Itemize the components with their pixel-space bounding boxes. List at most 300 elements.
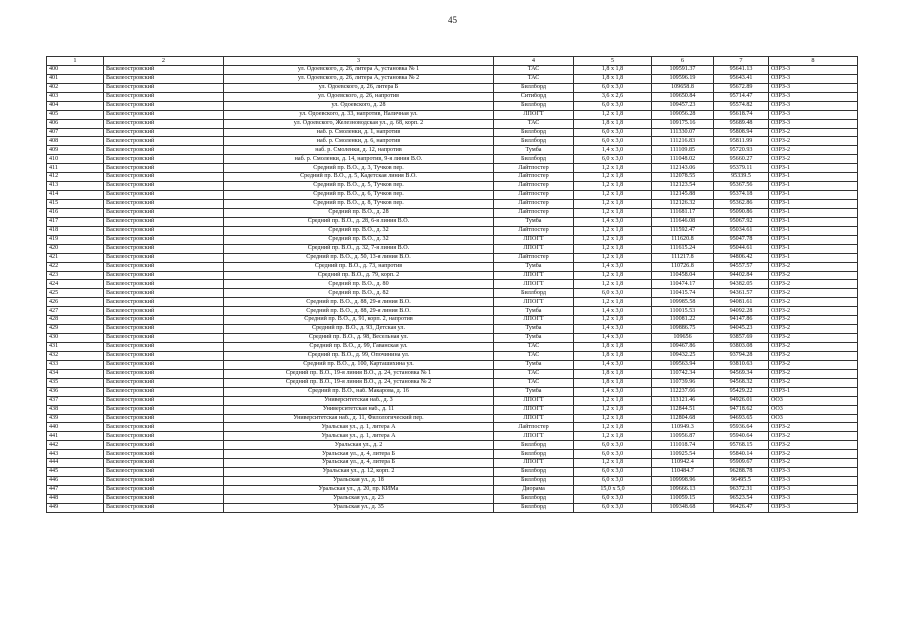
row-number-cell: 421 — [47, 253, 104, 262]
table-row — [47, 262, 858, 271]
zone-cell: ОЗРЗ-2 — [769, 128, 858, 137]
district-cell: Василеостровский — [104, 128, 224, 137]
zone-cell: ОЗРЗ-3 — [769, 119, 858, 128]
district-cell: Василеостровский — [104, 137, 224, 146]
table-row — [47, 155, 858, 164]
size-cell: 1,8 x 1,8 — [574, 74, 652, 83]
district-cell: Василеостровский — [104, 369, 224, 378]
table-row — [47, 459, 858, 468]
coord-x-cell: 109985.58 — [652, 298, 714, 307]
row-number-cell: 444 — [47, 459, 104, 468]
size-cell: 15,0 x 5,0 — [574, 486, 652, 495]
table-row — [47, 182, 858, 191]
district-cell: Василеостровский — [104, 343, 224, 352]
size-cell: 1,4 x 3,0 — [574, 262, 652, 271]
structure-type-cell: Лайтпостер — [494, 191, 574, 200]
size-cell: 1,2 x 1,8 — [574, 423, 652, 432]
structure-type-cell: ЛПОГТ — [494, 271, 574, 280]
size-cell: 1,2 x 1,8 — [574, 405, 652, 414]
address-cell: наб. р. Смоленки, д. 12, напротив — [224, 146, 494, 155]
row-number-cell: 443 — [47, 450, 104, 459]
zone-cell: ОЗРЗ-2 — [769, 298, 858, 307]
zone-cell: ОЗРЗ-2 — [769, 307, 858, 316]
size-cell: 1,8 x 1,8 — [574, 343, 652, 352]
table-row — [47, 396, 858, 405]
table-row — [47, 289, 858, 298]
structure-type-cell: ЛПОГТ — [494, 110, 574, 119]
row-number-cell: 422 — [47, 262, 104, 271]
size-cell: 1,4 x 3,0 — [574, 217, 652, 226]
structure-type-cell: Биллборд — [494, 441, 574, 450]
size-cell: 6,0 x 3,0 — [574, 450, 652, 459]
district-cell: Василеостровский — [104, 289, 224, 298]
size-cell: 6,0 x 3,0 — [574, 503, 652, 512]
coord-x-cell: 110415.74 — [652, 289, 714, 298]
size-cell: 6,0 x 3,0 — [574, 128, 652, 137]
structure-type-cell: Биллборд — [494, 494, 574, 503]
coord-y-cell: 95367.56 — [714, 182, 769, 191]
zone-cell: ОЗРЗ-2 — [769, 271, 858, 280]
district-cell: Василеостровский — [104, 423, 224, 432]
size-cell: 6,0 x 3,0 — [574, 289, 652, 298]
size-cell: 1,2 x 1,8 — [574, 271, 652, 280]
zone-cell: ОЗРЗ-1 — [769, 244, 858, 253]
address-cell: Средний пр. В.О., д. 50, 13-я линия В.О. — [224, 253, 494, 262]
zone-cell: ОЗРЗ-1 — [769, 208, 858, 217]
structure-type-cell: Биллборд — [494, 155, 574, 164]
zone-cell: ОЗРЗ-3 — [769, 503, 858, 512]
address-cell: Средний пр. В.О., д. 6, Тучков пер. — [224, 191, 494, 200]
row-number-cell: 433 — [47, 360, 104, 369]
structure-type-cell: ЛПОГТ — [494, 414, 574, 423]
district-cell: Василеостровский — [104, 459, 224, 468]
structure-type-cell: ЛПОГТ — [494, 244, 574, 253]
coord-x-cell: 110949.3 — [652, 423, 714, 432]
table-row — [47, 307, 858, 316]
coord-y-cell: 94092.28 — [714, 307, 769, 316]
coord-x-cell: 109457.23 — [652, 101, 714, 110]
coord-x-cell: 109348.68 — [652, 503, 714, 512]
address-cell: наб. р. Смоленки, д. 14, напротив, 9-я линия В.О. — [224, 155, 494, 164]
zone-cell: ОЗРЗ-2 — [769, 280, 858, 289]
size-cell: 6,0 x 3,0 — [574, 137, 652, 146]
district-cell: Василеостровский — [104, 486, 224, 495]
address-cell: Уральская ул., д. 4, литера Б — [224, 459, 494, 468]
district-cell: Василеостровский — [104, 450, 224, 459]
row-number-cell: 425 — [47, 289, 104, 298]
coord-x-cell: 112078.55 — [652, 173, 714, 182]
table-row — [47, 253, 858, 262]
coord-y-cell: 93803.08 — [714, 343, 769, 352]
advertising-structures-table — [46, 56, 858, 513]
row-number-cell: 435 — [47, 378, 104, 387]
size-cell: 1,4 x 3,0 — [574, 387, 652, 396]
table-row — [47, 334, 858, 343]
address-cell: Уральская ул., д. 1, литера А — [224, 423, 494, 432]
coord-x-cell: 109056.28 — [652, 110, 714, 119]
address-cell: Средний пр. В.О., д. 3, Тучков пер. — [224, 164, 494, 173]
size-cell: 1,8 x 1,8 — [574, 369, 652, 378]
coord-y-cell: 94382.05 — [714, 280, 769, 289]
coord-x-cell: 111109.85 — [652, 146, 714, 155]
row-number-cell: 417 — [47, 217, 104, 226]
row-number-cell: 406 — [47, 119, 104, 128]
table-header-row — [47, 57, 858, 66]
address-cell: Средний пр. В.О., д. 5, Тучков пер. — [224, 182, 494, 191]
coord-x-cell: 109666.13 — [652, 486, 714, 495]
table-row — [47, 414, 858, 423]
structure-type-cell: Тумба — [494, 387, 574, 396]
size-cell: 1,2 x 1,8 — [574, 253, 652, 262]
structure-type-cell: ЛПОГТ — [494, 298, 574, 307]
structure-type-cell: ЛПОГТ — [494, 235, 574, 244]
row-number-cell: 426 — [47, 298, 104, 307]
coord-x-cell: 110015.53 — [652, 307, 714, 316]
coord-x-cell: 110956.87 — [652, 432, 714, 441]
size-cell: 3,6 x 2,6 — [574, 92, 652, 101]
row-number-cell: 430 — [47, 334, 104, 343]
size-cell: 1,2 x 1,8 — [574, 208, 652, 217]
row-number-cell: 416 — [47, 208, 104, 217]
coord-y-cell: 95044.61 — [714, 244, 769, 253]
coord-y-cell: 95840.14 — [714, 450, 769, 459]
table-row — [47, 423, 858, 432]
address-cell: Средний пр. В.О., д. 32, 7-я линия В.О. — [224, 244, 494, 253]
size-cell: 1,8 x 1,8 — [574, 65, 652, 74]
structure-type-cell: ТАС — [494, 74, 574, 83]
row-number-cell: 402 — [47, 83, 104, 92]
address-cell: Уральская ул., д. 35 — [224, 503, 494, 512]
address-cell: наб. р. Смоленки, д. 6, напротив — [224, 137, 494, 146]
structure-type-cell: ЛПОГТ — [494, 396, 574, 405]
row-number-cell: 410 — [47, 155, 104, 164]
district-cell: Василеостровский — [104, 226, 224, 235]
structure-type-cell: Тумба — [494, 325, 574, 334]
zone-cell: ОЗРЗ-1 — [769, 387, 858, 396]
zone-cell: ОЗРЗ-2 — [769, 432, 858, 441]
row-number-cell: 439 — [47, 414, 104, 423]
coord-y-cell: 95714.47 — [714, 92, 769, 101]
row-number-cell: 408 — [47, 137, 104, 146]
row-number-cell: 420 — [47, 244, 104, 253]
row-number-cell: 407 — [47, 128, 104, 137]
coord-x-cell: 109658.8 — [652, 83, 714, 92]
coord-x-cell: 110742.34 — [652, 369, 714, 378]
coord-y-cell: 94147.86 — [714, 316, 769, 325]
table-row — [47, 208, 858, 217]
row-number-cell: 445 — [47, 468, 104, 477]
header-cell: 2 — [104, 57, 224, 66]
zone-cell: ОЗРЗ-1 — [769, 164, 858, 173]
coord-y-cell: 95339.5 — [714, 173, 769, 182]
zone-cell: ОО3 — [769, 396, 858, 405]
structure-type-cell: ЛПОГТ — [494, 280, 574, 289]
table-row — [47, 378, 858, 387]
coord-x-cell: 111592.47 — [652, 226, 714, 235]
coord-x-cell: 112844.51 — [652, 405, 714, 414]
size-cell: 1,2 x 1,8 — [574, 173, 652, 182]
address-cell: Средний пр. В.О., д. 88, 29-я линия В.О. — [224, 298, 494, 307]
coord-y-cell: 95940.64 — [714, 432, 769, 441]
row-number-cell: 411 — [47, 164, 104, 173]
zone-cell: ОЗРЗ-2 — [769, 378, 858, 387]
size-cell: 1,2 x 1,8 — [574, 316, 652, 325]
zone-cell: ОЗРЗ-3 — [769, 468, 858, 477]
row-number-cell: 438 — [47, 405, 104, 414]
zone-cell: ОЗРЗ-3 — [769, 65, 858, 74]
structure-type-cell: Диорама — [494, 486, 574, 495]
row-number-cell: 436 — [47, 387, 104, 396]
district-cell: Василеостровский — [104, 65, 224, 74]
coord-y-cell: 95720.93 — [714, 146, 769, 155]
zone-cell: ОЗРЗ-1 — [769, 200, 858, 209]
coord-y-cell: 95909.67 — [714, 459, 769, 468]
table-row — [47, 244, 858, 253]
district-cell: Василеостровский — [104, 110, 224, 119]
district-cell: Василеостровский — [104, 316, 224, 325]
district-cell: Василеостровский — [104, 477, 224, 486]
zone-cell: ОЗРЗ-2 — [769, 441, 858, 450]
structure-type-cell: Тумба — [494, 360, 574, 369]
coord-y-cell: 95047.78 — [714, 235, 769, 244]
header-cell: 4 — [494, 57, 574, 66]
table-row — [47, 119, 858, 128]
district-cell: Василеостровский — [104, 468, 224, 477]
structure-type-cell: ТАС — [494, 351, 574, 360]
structure-type-cell: Лайтпостер — [494, 253, 574, 262]
size-cell: 6,0 x 3,0 — [574, 83, 652, 92]
address-cell: Средний пр. В.О., д. 73, напротив — [224, 262, 494, 271]
coord-y-cell: 95374.18 — [714, 191, 769, 200]
coord-y-cell: 94402.84 — [714, 271, 769, 280]
coord-y-cell: 95429.22 — [714, 387, 769, 396]
coord-y-cell: 95641.13 — [714, 65, 769, 74]
address-cell: Уральская ул., д. 2 — [224, 441, 494, 450]
coord-y-cell: 95067.92 — [714, 217, 769, 226]
structure-type-cell: Биллборд — [494, 128, 574, 137]
address-cell: ул. Одоевского, д. 28 — [224, 101, 494, 110]
district-cell: Василеостровский — [104, 387, 224, 396]
zone-cell: ОЗРЗ-2 — [769, 450, 858, 459]
coord-y-cell: 96426.47 — [714, 503, 769, 512]
district-cell: Василеостровский — [104, 217, 224, 226]
district-cell: Василеостровский — [104, 378, 224, 387]
size-cell: 1,4 x 3,0 — [574, 360, 652, 369]
structure-type-cell: ТАС — [494, 119, 574, 128]
table-row — [47, 325, 858, 334]
district-cell: Василеостровский — [104, 208, 224, 217]
table-row — [47, 486, 858, 495]
coord-y-cell: 95936.64 — [714, 423, 769, 432]
coord-x-cell: 110081.22 — [652, 316, 714, 325]
structure-type-cell: Биллборд — [494, 477, 574, 486]
structure-type-cell: Лайтпостер — [494, 423, 574, 432]
table-row — [47, 200, 858, 209]
coord-y-cell: 94693.65 — [714, 414, 769, 423]
district-cell: Василеостровский — [104, 244, 224, 253]
address-cell: Средний пр. В.О., д. 100, Карташихина ул. — [224, 360, 494, 369]
coord-y-cell: 95618.74 — [714, 110, 769, 119]
zone-cell: ОЗРЗ-2 — [769, 459, 858, 468]
coord-y-cell: 95672.89 — [714, 83, 769, 92]
zone-cell: ОО3 — [769, 414, 858, 423]
coord-x-cell: 109656 — [652, 334, 714, 343]
table-row — [47, 217, 858, 226]
row-number-cell: 449 — [47, 503, 104, 512]
district-cell: Василеостровский — [104, 325, 224, 334]
district-cell: Василеостровский — [104, 503, 224, 512]
table-row — [47, 369, 858, 378]
district-cell: Василеостровский — [104, 351, 224, 360]
size-cell: 6,0 x 3,0 — [574, 477, 652, 486]
row-number-cell: 413 — [47, 182, 104, 191]
coord-x-cell: 109886.75 — [652, 325, 714, 334]
structure-type-cell: Биллборд — [494, 101, 574, 110]
coord-x-cell: 109563.94 — [652, 360, 714, 369]
table-row — [47, 405, 858, 414]
header-cell: 7 — [714, 57, 769, 66]
zone-cell: ОЗРЗ-2 — [769, 423, 858, 432]
coord-y-cell: 94569.34 — [714, 369, 769, 378]
header-cell: 5 — [574, 57, 652, 66]
district-cell: Василеостровский — [104, 92, 224, 101]
coord-y-cell: 95574.82 — [714, 101, 769, 110]
coord-y-cell: 94926.01 — [714, 396, 769, 405]
structure-type-cell: Биллборд — [494, 503, 574, 512]
address-cell: Средний пр. В.О., д. 32 — [224, 235, 494, 244]
coord-y-cell: 94806.42 — [714, 253, 769, 262]
zone-cell: ОЗРЗ-3 — [769, 101, 858, 110]
table-row — [47, 360, 858, 369]
district-cell: Василеостровский — [104, 119, 224, 128]
district-cell: Василеостровский — [104, 405, 224, 414]
structure-type-cell: ЛПОГТ — [494, 459, 574, 468]
table-body — [47, 57, 858, 513]
district-cell: Василеостровский — [104, 280, 224, 289]
structure-type-cell: ТАС — [494, 65, 574, 74]
coord-y-cell: 95362.86 — [714, 200, 769, 209]
address-cell: Средний пр. В.О., д. 8, Тучков пер. — [224, 200, 494, 209]
address-cell: Средний пр. В.О., д. 99, Гаванская ул. — [224, 343, 494, 352]
district-cell: Василеостровский — [104, 494, 224, 503]
district-cell: Василеостровский — [104, 191, 224, 200]
structure-type-cell: Биллборд — [494, 137, 574, 146]
size-cell: 1,2 x 1,8 — [574, 200, 652, 209]
zone-cell: ОЗРЗ-2 — [769, 262, 858, 271]
size-cell: 1,8 x 1,8 — [574, 119, 652, 128]
address-cell: Уральская ул., д. 23 — [224, 494, 494, 503]
zone-cell: ОЗРЗ-3 — [769, 92, 858, 101]
size-cell: 1,2 x 1,8 — [574, 182, 652, 191]
coord-x-cell: 112123.54 — [652, 182, 714, 191]
coord-x-cell: 111330.07 — [652, 128, 714, 137]
table-row — [47, 146, 858, 155]
address-cell: Уральская ул., д. 1, литера А — [224, 432, 494, 441]
table-row — [47, 191, 858, 200]
coord-x-cell: 110059.15 — [652, 494, 714, 503]
row-number-cell: 401 — [47, 74, 104, 83]
coord-x-cell: 110726.8 — [652, 262, 714, 271]
zone-cell: ОЗРЗ-2 — [769, 343, 858, 352]
address-cell: наб. р. Смоленки, д. 1, напротив — [224, 128, 494, 137]
district-cell: Василеостровский — [104, 396, 224, 405]
structure-type-cell: Лайтпостер — [494, 164, 574, 173]
table-row — [47, 432, 858, 441]
size-cell: 1,2 x 1,8 — [574, 280, 652, 289]
coord-y-cell: 95643.41 — [714, 74, 769, 83]
district-cell: Василеостровский — [104, 298, 224, 307]
address-cell: Средний пр. В.О., д. 93, Детская ул. — [224, 325, 494, 334]
row-number-cell: 414 — [47, 191, 104, 200]
coord-x-cell: 112145.88 — [652, 191, 714, 200]
size-cell: 1,2 x 1,8 — [574, 164, 652, 173]
row-number-cell: 434 — [47, 369, 104, 378]
coord-x-cell: 109998.96 — [652, 477, 714, 486]
row-number-cell: 418 — [47, 226, 104, 235]
header-cell: 1 — [47, 57, 104, 66]
district-cell: Василеостровский — [104, 253, 224, 262]
address-cell: Средний пр. В.О., д. 28 — [224, 208, 494, 217]
size-cell: 6,0 x 3,0 — [574, 101, 652, 110]
zone-cell: ОЗРЗ-2 — [769, 146, 858, 155]
row-number-cell: 432 — [47, 351, 104, 360]
size-cell: 1,4 x 3,0 — [574, 146, 652, 155]
address-cell: ул. Одоевского, д. 33, напротив, Наличная ул. — [224, 110, 494, 119]
row-number-cell: 423 — [47, 271, 104, 280]
address-cell: Средний пр. В.О., д. 5, Кадетская линия В.О. — [224, 173, 494, 182]
address-cell: Уральская ул., д. 4, литера Б — [224, 450, 494, 459]
table-row — [47, 137, 858, 146]
structure-type-cell: Лайтпостер — [494, 173, 574, 182]
district-cell: Василеостровский — [104, 182, 224, 191]
district-cell: Василеостровский — [104, 441, 224, 450]
address-cell: Средний пр. В.О., д. 98, Весельная ул. — [224, 334, 494, 343]
size-cell: 1,2 x 1,8 — [574, 226, 652, 235]
zone-cell: ОЗРЗ-1 — [769, 235, 858, 244]
size-cell: 1,2 x 1,8 — [574, 396, 652, 405]
district-cell: Василеостровский — [104, 101, 224, 110]
coord-y-cell: 94718.62 — [714, 405, 769, 414]
address-cell: Средний пр. В.О., 19-я линия В.О., д. 24, установка № 1 — [224, 369, 494, 378]
zone-cell: ОЗРЗ-2 — [769, 360, 858, 369]
row-number-cell: 403 — [47, 92, 104, 101]
coord-x-cell: 110942.4 — [652, 459, 714, 468]
address-cell: Университетская наб., д. 11 — [224, 405, 494, 414]
structure-type-cell: ТАС — [494, 369, 574, 378]
row-number-cell: 415 — [47, 200, 104, 209]
table-row — [47, 503, 858, 512]
header-cell: 3 — [224, 57, 494, 66]
row-number-cell: 400 — [47, 65, 104, 74]
row-number-cell: 405 — [47, 110, 104, 119]
zone-cell: ОЗРЗ-3 — [769, 486, 858, 495]
zone-cell: ОЗРЗ-2 — [769, 137, 858, 146]
table-row — [47, 494, 858, 503]
address-cell: Средний пр. В.О., д. 82 — [224, 289, 494, 298]
zone-cell: ОЗРЗ-1 — [769, 182, 858, 191]
table-row — [47, 441, 858, 450]
zone-cell: ОЗРЗ-1 — [769, 173, 858, 182]
structure-type-cell: ТАС — [494, 378, 574, 387]
structure-type-cell: Лайтпостер — [494, 200, 574, 209]
address-cell: Средний пр. В.О., наб. Макарова, д. 16 — [224, 387, 494, 396]
row-number-cell: 427 — [47, 307, 104, 316]
structure-type-cell: Биллборд — [494, 289, 574, 298]
size-cell: 1,2 x 1,8 — [574, 298, 652, 307]
row-number-cell: 437 — [47, 396, 104, 405]
coord-x-cell: 112126.32 — [652, 200, 714, 209]
structure-type-cell: Биллборд — [494, 83, 574, 92]
